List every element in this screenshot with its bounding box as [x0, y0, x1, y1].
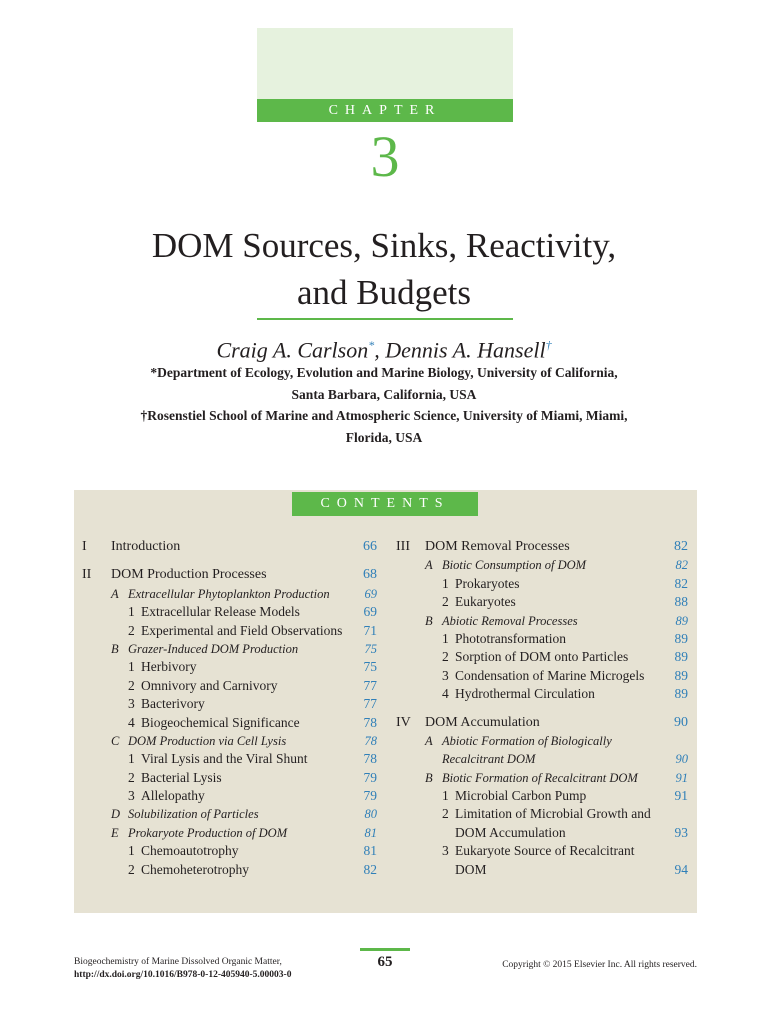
toc-entry-title: Microbial Carbon Pump [455, 788, 587, 804]
toc-entry-page[interactable]: 94 [674, 861, 688, 877]
toc-entry-number: 1 [128, 751, 135, 767]
toc-entry-page[interactable]: 89 [674, 667, 688, 683]
toc-entry[interactable] [82, 677, 377, 695]
toc-entry[interactable] [82, 566, 377, 584]
footer-book-title: Biogeochemistry of Marine Dissolved Organic Matter, [74, 957, 282, 967]
toc-entry-title: Abiotic Formation of Biologically [442, 733, 612, 748]
page-number-rule [360, 948, 410, 951]
toc-entry[interactable] [396, 714, 688, 732]
author-1: Craig A. Carlson [216, 337, 369, 363]
toc-entry-title: Introduction [111, 539, 181, 554]
toc-entry-title: Phototransformation [455, 630, 566, 646]
toc-entry-page[interactable]: 78 [363, 714, 377, 730]
toc-entry[interactable] [82, 714, 377, 732]
contents-left-column [82, 538, 377, 879]
affiliation-2-line-2: Florida, USA [345, 430, 423, 445]
toc-entry[interactable] [396, 805, 688, 823]
contents-right-column [396, 538, 688, 879]
title-rule [257, 318, 513, 320]
toc-entry-title: Biotic Formation of Recalcitrant DOM [442, 770, 638, 785]
toc-entry[interactable] [396, 732, 688, 750]
toc-entry-page[interactable]: 89 [674, 649, 688, 665]
toc-entry-number: B [111, 641, 119, 656]
toc-entry-title: Viral Lysis and the Viral Shunt [141, 751, 308, 767]
toc-entry-page[interactable]: 81 [363, 843, 377, 859]
toc-entry-page[interactable]: 89 [675, 613, 688, 628]
title-line-2: and Budgets [296, 273, 471, 312]
toc-entry-title: Bacterivory [141, 696, 205, 712]
toc-entry-title: Experimental and Field Observations [141, 622, 343, 638]
toc-entry-number: III [396, 539, 410, 554]
toc-entry-page[interactable]: 78 [363, 751, 377, 767]
toc-entry-number: 1 [128, 843, 135, 859]
toc-entry-title: DOM Accumulation [455, 824, 566, 840]
authors [0, 330, 768, 365]
toc-entry-title: Sorption of DOM onto Particles [455, 649, 629, 665]
toc-entry[interactable] [396, 861, 688, 879]
toc-entry-number: IV [396, 714, 411, 730]
toc-entry-title: DOM Production Processes [111, 567, 267, 583]
toc-entry-number: A [425, 558, 433, 573]
toc-entry[interactable] [82, 640, 377, 658]
toc-entry-number: 1 [442, 630, 449, 646]
toc-entry-number: 1 [128, 604, 135, 620]
toc-entry-page[interactable]: 93 [674, 824, 688, 840]
toc-entry-title: Chemoautotrophy [141, 843, 239, 859]
toc-entry-page[interactable]: 82 [363, 861, 377, 877]
toc-entry[interactable] [396, 750, 688, 768]
toc-entry-page[interactable]: 81 [364, 825, 377, 840]
toc-entry[interactable] [396, 575, 688, 593]
toc-entry-title: Extracellular Phytoplankton Production [128, 586, 330, 601]
toc-entry-page[interactable]: 69 [364, 586, 377, 601]
toc-entry-title: DOM Accumulation [425, 714, 540, 730]
author-2: Dennis A. Hansell [385, 337, 546, 363]
toc-entry-title: Condensation of Marine Microgels [455, 667, 645, 683]
toc-entry-number: 2 [128, 861, 135, 877]
toc-entry[interactable] [82, 769, 377, 787]
toc-entry-title: Omnivory and Carnivory [141, 677, 278, 693]
toc-entry-page[interactable]: 79 [363, 788, 377, 804]
affiliation-1-line-2: Santa Barbara, California, USA [291, 387, 477, 402]
affiliation-2-line-1: †Rosenstiel School of Marine and Atmospheric Science, University of Miami, Miami, [140, 408, 628, 423]
toc-entry-page[interactable]: 88 [674, 594, 688, 610]
toc-entry-title: DOM Production via Cell Lysis [128, 733, 287, 748]
toc-entry-title: DOM Removal Processes [425, 539, 570, 554]
toc-entry-title: Herbivory [141, 659, 197, 675]
toc-entry-number: 1 [442, 575, 449, 591]
toc-entry[interactable] [82, 861, 377, 879]
toc-entry-title: Chemoheterotrophy [141, 861, 249, 877]
toc-entry-title: Prokaryotes [455, 575, 520, 591]
author-separator: , [374, 337, 380, 363]
toc-entry-number: 2 [128, 769, 135, 785]
footer-citation [74, 956, 291, 982]
toc-entry-number: E [111, 825, 119, 840]
toc-entry[interactable] [82, 695, 377, 713]
toc-entry-number: 1 [442, 788, 449, 804]
toc-entry[interactable] [396, 667, 688, 685]
toc-entry-number: 2 [128, 622, 135, 638]
toc-entry-title: Limitation of Microbial Growth and [455, 806, 651, 822]
toc-entry-number: 2 [442, 649, 449, 665]
toc-entry-number: 4 [128, 714, 135, 730]
toc-entry-number: A [111, 586, 119, 601]
chapter-label: CHAPTER [257, 99, 513, 122]
toc-entry-page[interactable]: 82 [674, 539, 688, 554]
title-line-1: DOM Sources, Sinks, Reactivity, [151, 226, 617, 265]
contents-heading: CONTENTS [292, 492, 478, 516]
toc-entry-number: D [111, 807, 121, 822]
author-1-mark: * [368, 338, 375, 352]
toc-entry-title: Eukaryotes [455, 594, 516, 610]
toc-entry-number: 2 [442, 806, 449, 822]
toc-entry-page[interactable]: 75 [363, 659, 377, 675]
toc-entry-number: 1 [128, 659, 135, 675]
toc-entry-title: DOM [455, 861, 487, 877]
toc-entry-page[interactable]: 90 [675, 752, 688, 767]
toc-entry-title: Hydrothermal Circulation [455, 686, 595, 702]
toc-entry[interactable] [396, 556, 688, 574]
toc-entry[interactable] [82, 805, 377, 823]
toc-entry-title: Allelopathy [141, 788, 205, 804]
toc-entry-page[interactable]: 91 [675, 770, 688, 785]
toc-entry-number: 4 [442, 686, 449, 702]
toc-entry-title: Solubilization of Particles [128, 807, 259, 822]
footer-copyright: Copyright © 2015 Elsevier Inc. All rights reserved. [502, 960, 697, 970]
footer-doi-link[interactable]: http://dx.doi.org/10.1016/B978-0-12-405940-5.00003-0 [74, 970, 292, 980]
toc-entry[interactable] [82, 622, 377, 640]
author-2-mark: † [545, 338, 552, 352]
page-number: 65 [377, 954, 393, 970]
toc-entry[interactable] [396, 787, 688, 805]
toc-entry-page[interactable]: 91 [674, 788, 688, 804]
toc-entry[interactable] [82, 603, 377, 621]
toc-entry-number: B [425, 613, 433, 628]
toc-entry[interactable] [396, 593, 688, 611]
contents-spacer [82, 556, 377, 566]
toc-entry-number: II [82, 567, 92, 583]
toc-entry-number: B [425, 770, 433, 785]
contents-spacer [396, 704, 688, 714]
toc-entry[interactable] [396, 538, 688, 556]
toc-entry[interactable] [396, 648, 688, 666]
toc-entry-title: Prokaryote Production of DOM [128, 825, 288, 840]
toc-entry[interactable] [82, 842, 377, 860]
toc-entry[interactable] [82, 538, 377, 556]
toc-entry-page[interactable]: 77 [363, 677, 377, 693]
toc-entry-page[interactable]: 90 [674, 714, 688, 730]
toc-entry-title: Biogeochemical Significance [141, 714, 300, 730]
toc-entry[interactable] [396, 685, 688, 703]
toc-entry-page[interactable]: 75 [364, 641, 377, 656]
toc-entry-number: C [111, 733, 120, 748]
toc-entry-number: 3 [442, 667, 449, 683]
toc-entry[interactable] [82, 824, 377, 842]
toc-entry-title: Biotic Consumption of DOM [442, 558, 587, 573]
toc-entry-number: 3 [442, 843, 449, 859]
toc-entry-page[interactable]: 69 [363, 604, 377, 620]
toc-entry-page[interactable]: 82 [674, 575, 688, 591]
toc-entry[interactable] [82, 732, 377, 750]
toc-entry-page[interactable]: 78 [364, 733, 377, 748]
toc-entry-title: Extracellular Release Models [141, 604, 300, 620]
toc-entry-page[interactable]: 89 [674, 686, 688, 702]
toc-entry[interactable] [396, 612, 688, 630]
toc-entry-number: 2 [128, 677, 135, 693]
toc-entry-number: I [82, 539, 87, 554]
toc-entry[interactable] [396, 769, 688, 787]
toc-entry-page[interactable]: 82 [675, 558, 688, 573]
toc-entry-number: 3 [128, 696, 135, 712]
toc-entry-page[interactable]: 77 [363, 696, 377, 712]
toc-entry[interactable] [82, 658, 377, 676]
toc-entry-title: Eukaryote Source of Recalcitrant [455, 843, 635, 859]
toc-entry-title: Recalcitrant DOM [442, 752, 536, 767]
toc-entry-page[interactable]: 89 [674, 630, 688, 646]
toc-entry[interactable] [396, 824, 688, 842]
chapter-number: 3 [370, 124, 400, 189]
toc-entry[interactable] [396, 842, 688, 860]
toc-entry[interactable] [82, 787, 377, 805]
toc-entry-title: Abiotic Removal Processes [442, 613, 578, 628]
toc-entry-page[interactable]: 79 [363, 769, 377, 785]
toc-entry-number: 3 [128, 788, 135, 804]
toc-entry-title: Grazer-Induced DOM Production [128, 641, 299, 656]
toc-entry-number: A [425, 733, 433, 748]
toc-entry[interactable] [82, 750, 377, 768]
toc-entry-page[interactable]: 71 [363, 622, 377, 638]
toc-entry[interactable] [396, 630, 688, 648]
toc-entry-page[interactable]: 68 [363, 567, 377, 583]
affiliation-1-line-1: *Department of Ecology, Evolution and Marine Biology, University of California, [150, 365, 618, 380]
toc-entry-title: Bacterial Lysis [141, 769, 222, 785]
toc-entry-page[interactable]: 66 [363, 539, 377, 554]
toc-entry[interactable] [82, 585, 377, 603]
toc-entry-page[interactable]: 80 [364, 807, 377, 822]
toc-entry-number: 2 [442, 594, 449, 610]
